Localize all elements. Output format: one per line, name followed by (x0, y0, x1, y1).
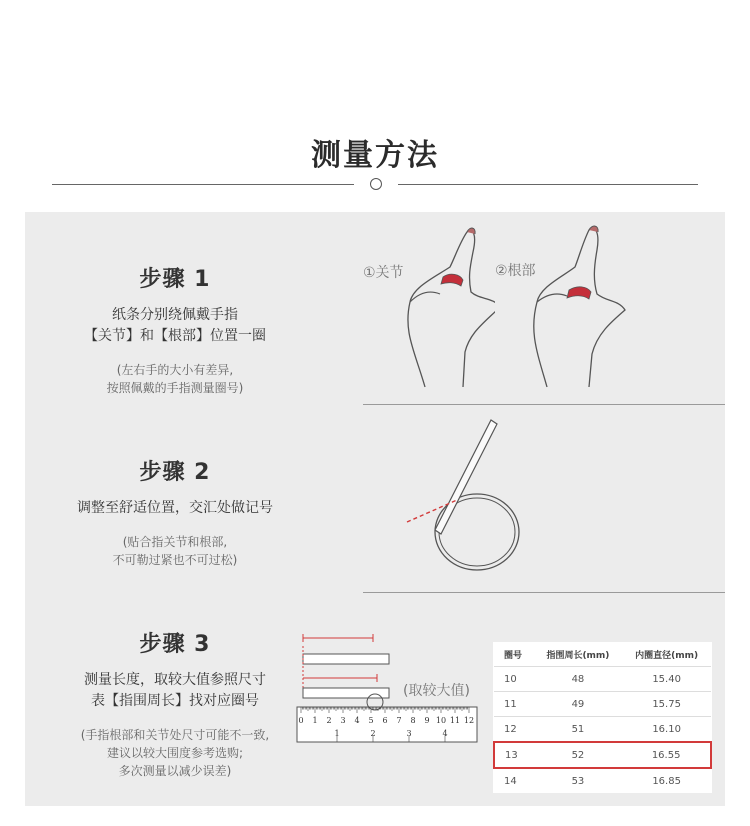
cell-circumference: 49 (534, 692, 623, 717)
ruler-cm-label: 12 (463, 716, 475, 725)
base-label: ②根部 (495, 263, 536, 279)
step-1-note-line-2: 按照佩戴的手指测量圈号) (106, 381, 244, 395)
cell-inner-diameter: 15.75 (622, 692, 711, 717)
step-1-heading: 步骤 1 (139, 267, 211, 292)
ruler-cm-label: 9 (424, 716, 430, 725)
step-2 (25, 455, 325, 569)
table-row-highlighted (494, 742, 711, 768)
ruler-inch-label: 4 (442, 729, 448, 738)
table-row (494, 692, 711, 717)
step-3-note-line-3: 多次测量以减少误差) (118, 764, 232, 778)
header-inner-diameter: 内圈直径(mm) (635, 650, 699, 661)
hand-joint-illustration (375, 222, 495, 392)
cell-inner-diameter: 16.85 (622, 768, 711, 793)
take-larger-label: (取较大值) (403, 683, 470, 699)
step-2-note-line-2: 不可勒过紧也不可过松) (112, 553, 238, 567)
table-row (494, 768, 711, 793)
cell-ring-size: 12 (494, 717, 534, 743)
cell-circumference: 51 (534, 717, 623, 743)
step-3-note-line-1: (手指根部和关节处尺寸可能不一致, (80, 728, 270, 742)
step-3-desc-line-2: 表【指围周长】找对应圈号 (91, 693, 259, 709)
hand-base-illustration (507, 222, 627, 392)
ruler-cm-label: 5 (368, 716, 374, 725)
header-circumference: 指围周长(mm) (546, 650, 610, 661)
table-row (494, 717, 711, 743)
step-3-note-line-2: 建议以较大围度参考选购; (106, 746, 244, 760)
cell-circumference: 53 (534, 768, 623, 793)
circle-ornament-icon (370, 178, 382, 190)
ruler-cm-label: 7 (396, 716, 402, 725)
ruler-cm-label: 11 (449, 716, 461, 725)
ruler-cm-label: 4 (354, 716, 360, 725)
step-1-desc-line-2: 【关节】和【根部】位置一圈 (84, 328, 266, 344)
cell-ring-size: 10 (494, 667, 534, 692)
step-2-desc-line-1: 调整至舒适位置，交汇处做记号 (77, 500, 273, 516)
ruler-cm-label: 1 (312, 716, 318, 725)
header-ring-size: 圈号 (504, 650, 523, 661)
size-table (493, 642, 712, 793)
step-1 (25, 262, 325, 397)
size-table-header (494, 642, 711, 667)
ruler-inch-label: 2 (370, 729, 376, 738)
separator-2 (363, 592, 725, 593)
ruler-cm-label: 0 (298, 716, 304, 725)
ruler-inch-label: 1 (334, 729, 340, 738)
cell-circumference: 52 (534, 742, 623, 768)
cell-ring-size: 14 (494, 768, 534, 793)
step-3-heading: 步骤 3 (139, 632, 211, 657)
separator-1 (363, 404, 725, 405)
title-divider (52, 178, 698, 190)
step-3-desc-line-1: 测量长度，取较大值参照尺寸 (84, 672, 266, 688)
step-1-desc-line-1: 纸条分别绕佩戴手指 (112, 307, 238, 323)
step-1-note-line-1: (左右手的大小有差异, (116, 363, 234, 377)
ruler-inch-label: 3 (406, 729, 412, 738)
cell-circumference: 48 (534, 667, 623, 692)
step-2-heading: 步骤 2 (139, 460, 211, 485)
paper-loop-illustration (405, 412, 535, 577)
cell-inner-diameter: 16.55 (622, 742, 711, 768)
ruler-cm-label: 6 (382, 716, 388, 725)
ruler-cm-label: 2 (326, 716, 332, 725)
cell-inner-diameter: 16.10 (622, 717, 711, 743)
cell-ring-size: 13 (494, 742, 534, 768)
page-title: 测量方法 (311, 138, 439, 173)
ruler-cm-label: 8 (410, 716, 416, 725)
table-row (494, 667, 711, 692)
step-3 (25, 627, 325, 780)
ruler-cm-label: 3 (340, 716, 346, 725)
joint-label: ①关节 (363, 265, 404, 281)
cell-ring-size: 11 (494, 692, 534, 717)
cell-inner-diameter: 15.40 (622, 667, 711, 692)
ruler-cm-label: 10 (435, 716, 447, 725)
step-2-note-line-1: (贴合指关节和根部, (122, 535, 228, 549)
instruction-panel (25, 212, 725, 806)
